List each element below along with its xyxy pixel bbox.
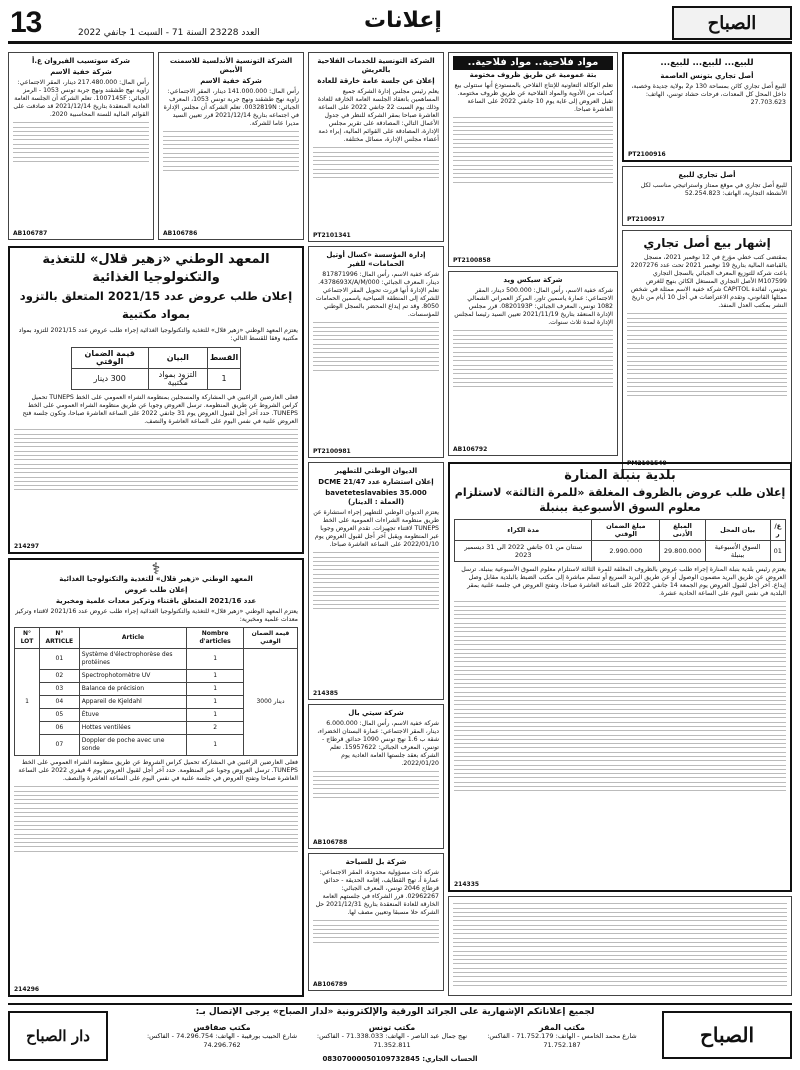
- ball-ref: AB106788: [313, 839, 348, 846]
- equip-th: قيمة الضمان الوقتي: [243, 628, 297, 649]
- company-ref: AB106792: [453, 446, 488, 453]
- cement-ref: AB106786: [163, 230, 198, 237]
- general-assembly-notice: [308, 52, 444, 242]
- text-lines: [14, 429, 298, 490]
- equip-th: Nombre d'articles: [187, 628, 244, 649]
- equip-td: Spectrophotomètre UV: [79, 670, 187, 683]
- assembly-text: يعلم رئيس مجلس إدارة الشركة جميع المساهمين بانعقاد الجلسة العامة الخارقة للعادة وذلك يوم السبت 22 جانفي 2022 على الساعة العاشرة صباحا بمقر الشركة للنظر في جدول الأعمال التالي: المصادقة على تقرير مجلس الإدارة، المصادقة على القوائم المالية، إبراء ذمة أعضاء مجلس الإدارة، مسائل مختلفة.: [317, 88, 439, 143]
- equip-title: المعهد الوطني «زهير قلال» للتغذية والتكنولوجيا الغذائية: [59, 575, 253, 583]
- page-number: 13: [10, 6, 42, 39]
- dar-assabah-logo: دار الصباح: [8, 1011, 108, 1061]
- sale2-ad: [622, 166, 792, 226]
- equip-td: 1: [187, 649, 244, 670]
- agri-banner: مواد فلاحية.. مواد فلاحية..: [453, 56, 613, 70]
- food-td: 300 دينار: [71, 369, 148, 390]
- business-sale-notice: [622, 230, 792, 470]
- sale-title: للبيع... للبيع... للبيع...: [660, 58, 754, 68]
- tender-td: 01: [770, 541, 785, 562]
- sotusib-text: رأس المال: 217.480.000 دينار، المقر الاجتماعي: زاوية نهج طشقند ونهج جربة تونس 1053 - الرمز الجبائي: 1007145F. تعلم الشركة أن الجلسة العامة العادية المنعقدة بتاريخ 2021/12/14 قد صادقت على القوائم المالية للسنة المحاسبية 2020.: [13, 79, 149, 118]
- equip-td: 02: [39, 670, 79, 683]
- bank-account: الحساب الجاري: 08307000050109732845: [322, 1055, 478, 1063]
- tender-th: مبلغ الضمان الوقتي: [592, 520, 660, 541]
- assembly-title: الشركة التونسية للخدمات الفلاحية بالعريش: [317, 57, 435, 74]
- tender-th: بيان المحل: [705, 520, 770, 541]
- cement-title: الشركة التونسية الأندلسية للاسمنت الأبيض: [169, 57, 293, 74]
- food-table: [71, 347, 241, 390]
- column-2: [448, 52, 618, 458]
- office-tunis-title: مكتب تونس: [368, 1023, 416, 1032]
- issue-info: العدد 23228 السنة 71 - السبت 1 جانفي 2022: [78, 28, 260, 38]
- page-footer: [8, 1003, 792, 1065]
- sale2-title: أصل تجاري للبيع: [678, 171, 736, 179]
- tourism-text: شركة ذات مسؤولية محدودة، المقر الاجتماعي: عمارة أ، نهج القطايف، إقامة الحديقة - حدائق قرطاج 2046 تونس، المعرف الجبائي: 02962267. قرر الشركاء في جلستهم العامة الخارقة للعادة المنعقدة بتاريخ 2021/12/31 حل الشركة حلا مسبقا وتعيين مصف لها.: [315, 869, 439, 916]
- column-4-top: [158, 52, 304, 242]
- equip-td: 03: [39, 683, 79, 696]
- hotel-text: شركة خفية الاسم، رأس المال: 817871996 دينار، المعرف الجبائي: 4378693X/A/M/000. تعلم الإدارة أنها قررت تحويل المقر الاجتماعي للشركة إلى المنطقة السياحية ياسمين الحمامات 8050. وقد تم إيداع المحضر بالسجل الوطني للمؤسسات.: [315, 271, 439, 318]
- tourism-notice: [308, 853, 444, 991]
- tender-td: سنتان من 01 جانفي 2022 الى 31 ديسمبر 2023: [455, 541, 592, 562]
- sotusib-notice: [8, 52, 154, 240]
- ball-text: شركة خفية الاسم، رأس المال: 6.000.000 دينار، المقر الاجتماعي: عمارة البستان الخضراء، شقة ب 1.6 نهج تونس 1090 حدائق قرطاج - تونس، المعرف الجبائي: 15957622. تعلم الشركة بعقد جلستها العامة العادية يوم 2022/01/20.: [317, 720, 439, 767]
- office-tunis: [312, 1023, 472, 1050]
- text-lines: [453, 903, 787, 986]
- notice-ref: PM2101540: [627, 460, 667, 467]
- tender-td: 2.990.000: [592, 541, 660, 562]
- equip-ref: 214296: [14, 986, 40, 993]
- food-ref: 214297: [14, 543, 40, 550]
- tender-ref: 214335: [454, 881, 480, 888]
- text-lines: [313, 322, 439, 370]
- equip-td: Système d'électrophorèse des protéines: [79, 649, 187, 670]
- text-lines: [13, 122, 149, 162]
- assembly-ref: PT2101341: [313, 232, 351, 239]
- text-lines: [313, 552, 439, 609]
- dcme-title: الديوان الوطني للتطهير: [334, 467, 418, 475]
- column-3: [308, 52, 444, 997]
- food-subtitle: إعلان طلب عروض عدد 2021/15 المتعلق بالتزود بمواد مكتبية: [19, 289, 293, 321]
- tender-notice: [448, 462, 792, 892]
- tourism-title: شركة بل للسياحة: [345, 858, 407, 866]
- equip-intro: يعتزم المعهد الوطني «زهير قلال» للتغذية والتكنولوجيا الغذائية إجراء طلب عروض عدد 2021/16 لاقتناء وتركيز معدات علمية ومخبرية:: [15, 608, 298, 623]
- tender-text: يعتزم رئيس بلدية بنبلة المنارة إجراء طلب عروض بالظروف المغلقة للمرة الثالثة لاستلزام معلوم السوق الأسبوعية ببنبلة. ترسل العروض عن طريق البريد مضمون الوصول أو عن طريق البريد السريع أو تسلم مباشرة إلى مكتب الضبط بالبلدية مقابل وصل إيداع. آخر أجل لقبول العروض يوم الجمعة 14 جانفي 2022 على الساعة العاشرة صباحا، وتفتح العروض في جلسة علنية بمقر البلدية في نفس اليوم على الساعة الحادية عشرة.: [461, 566, 786, 597]
- office-hq-title: مكتب المقر: [539, 1023, 585, 1032]
- text-lines: [313, 147, 439, 178]
- equip-td: 06: [39, 722, 79, 735]
- newspaper-logo: الصباح: [672, 6, 792, 40]
- sale-ref: PT2100916: [628, 151, 666, 158]
- food-td: التزود بمواد مكتبية: [148, 369, 207, 390]
- column-left-top: [8, 52, 154, 242]
- company-text: شركة خفية الاسم، رأس المال: 500.000 دينار، المقر الاجتماعي: عمارة ياسمين تاور، المركز العمراني الشمالي 1082 تونس، المعرف الجبائي: 0820193P. قرر مجلس الإدارة المنعقد بتاريخ 2021/11/19 تعيين السيد رئيسا لمجلس الإدارة لمدة ثلاث سنوات.: [454, 287, 613, 326]
- sale-ad: [622, 52, 792, 162]
- dcme-text: يعتزم الديوان الوطني للتطهير إجراء استشارة عن طريق منظومة الشراءات العمومية على الخط TUNEPS لاقتناء تجهيزات. تقدم العروض وجوبا عبر المنظومة ويقبل آخر أجل لقبول العروض يوم 2022/01/10 على الساعة العاشرة صباحا.: [313, 509, 439, 548]
- food-title: المعهد الوطني «زهير قلال» للتغذية والتكنولوجيا الغذائية: [42, 252, 270, 285]
- agri-subtitle: بتة عمومية عن طريق ظروف مختومة: [469, 71, 597, 79]
- food-intro: يعتزم المعهد الوطني «زهير قلال» للتغذية والتكنولوجيا الغذائية إجراء طلب عروض عدد 2021/15 للتزود بمواد مكتبية وفقا للقسط التالي:: [18, 327, 298, 342]
- hotel-notice: [308, 246, 444, 458]
- office-sfax-title: مكتب صفاقس: [193, 1023, 251, 1032]
- food-text: فعلى العارضين الراغبين في المشاركة والمسجلين بمنظومة الشراء العمومي على الخط TUNEPS تحميل كراس الشروط عن طريق المنظومة. ترسل العروض وجوبا عن طريق منظومة الشراء العمومي على الخط TUNEPS. حدد آخر أجل لقبول العروض يوم 31 جانفي 2022 على الساعة العاشرة صباحا، وتكون جلسة فتح العروض علنية في نفس اليوم على الساعة العاشرة والنصف.: [22, 394, 298, 425]
- equip-td: 1: [187, 683, 244, 696]
- equip-td: 05: [39, 709, 79, 722]
- tender-continued: [448, 896, 792, 996]
- text-lines: [163, 131, 299, 171]
- equip-subtitle: إعلان طلب عروض: [124, 586, 188, 594]
- tender-td: السوق الأسبوعية ببنبلة: [705, 541, 770, 562]
- equip-td: Étuve: [79, 709, 187, 722]
- office-sfax: [142, 1023, 302, 1050]
- office-sfax-text: شارع الحبيب بورقيبة - الهاتف: 74.296.754 - الفاكس: 74.296.762: [146, 1032, 298, 1049]
- equip-td: 07: [39, 735, 79, 756]
- equip-td: 1: [187, 696, 244, 709]
- agri-ref: PT2100858: [453, 257, 491, 264]
- equip-td: 1: [187, 709, 244, 722]
- tender-table: [454, 519, 786, 562]
- tender-th: مدة الكراء: [455, 520, 592, 541]
- equip-td: 1: [187, 670, 244, 683]
- text-lines: [454, 601, 786, 791]
- hotel-ref: PT2100981: [313, 448, 351, 455]
- table-row: [15, 649, 298, 670]
- cement-notice: [158, 52, 304, 240]
- assembly-subtitle: إعلان عن جلسة عامة خارقة للعادة: [317, 77, 435, 85]
- tender-subtitle: إعلان طلب عروض بالظروف المغلقة «للمرة الثالثة» لاستلزام معلوم السوق الأسبوعية ببنبلة: [454, 486, 786, 514]
- equip-th: N° ARTICLE: [39, 628, 79, 649]
- equip-td: 04: [39, 696, 79, 709]
- text-lines: [453, 330, 613, 387]
- sanitation-consultation: [308, 462, 444, 700]
- agri-ad: [448, 52, 618, 267]
- equip-td: 1: [187, 735, 244, 756]
- office-hq-text: شارع محمد الخامس - الهاتف: 71.752.179 - الفاكس: 71.752.187: [487, 1032, 637, 1049]
- dcme-ref: 214385: [313, 690, 339, 697]
- office-hq: [482, 1023, 642, 1050]
- tender-title: بلدية بنبلة المنارة: [564, 468, 676, 483]
- lab-equipment-tender: [8, 558, 304, 997]
- equip-td: 2: [187, 722, 244, 735]
- text-lines: [453, 117, 613, 182]
- food-th: قيمة الضمان الوقتي: [71, 348, 148, 369]
- equip-td: Doppler de poche avec une sonde: [79, 735, 187, 756]
- text-lines: [627, 313, 787, 396]
- food-td: 1: [207, 369, 240, 390]
- section-title: إعلانات: [364, 8, 442, 33]
- food-th: القسط: [207, 348, 240, 369]
- tender-td: 29.800.000: [660, 541, 705, 562]
- sale2-ref: PT2100917: [627, 216, 665, 223]
- office-tunis-text: نهج جمال عبد الناصر - الهاتف: 71.338.033 - الفاكس: 71.352.811: [316, 1032, 468, 1049]
- sotusib-subtitle: شركة خفية الاسم: [50, 68, 112, 76]
- footer-tagline: لجميع إعلاناتكم الإشهارية على الجرائد الورقية والإلكترونية «لدار الصباح» يرجى الإتصال بـ:: [195, 1007, 595, 1017]
- sotusib-ref: AB106787: [13, 230, 48, 237]
- equip-th: Article: [79, 628, 187, 649]
- equip-guarantee: 3000 دينار: [243, 649, 297, 756]
- equip-text: فعلى العارضين الراغبين في المشاركة تحميل كراس الشروط عن طريق منظومة الشراء العمومي على الخط TUNEPS. ترسل العروض وجوبا عبر المنظومة. حدد آخر أجل لقبول العروض يوم 4 فيفري 2022 على الساعة العاشرة صباحا وتفتح العروض في جلسة علنية في نفس اليوم على الساعة العاشرة والنصف.: [18, 759, 298, 782]
- equip-td: Hottes ventilées: [79, 722, 187, 735]
- dcme-subtitle2: baveteteslavabies 35.000 (العملة : الدينار): [325, 489, 427, 506]
- food-th: البيان: [148, 348, 207, 369]
- cement-text: رأس المال: 141.000.000 دينار، المقر الاجتماعي: زاوية نهج طشقند ونهج جربة تونس 1053، المعرف الجبائي: 0032819N. تعلم الشركة أن مجلس الإدارة في اجتماعه بتاريخ 2021/12/14 قرر تعيين السيد مديرا عاما للشركة.: [163, 88, 299, 127]
- equip-td: 01: [39, 649, 79, 670]
- tender-th: ع/ر: [770, 520, 785, 541]
- sotusib-title: شركة سوتسيب الفيروان ع.أ: [32, 57, 130, 65]
- tourism-ref: AB106789: [313, 981, 348, 988]
- notice-title: إشهار بيع أصل تجاري: [643, 236, 771, 250]
- hotel-title: إدارة المؤسسة «كسال أوتيل الحمامات» للفير: [326, 251, 426, 268]
- text-lines: [313, 920, 439, 942]
- company-notice: [448, 271, 618, 456]
- ball-title: شركة سيتي بال: [348, 709, 404, 717]
- tender-th: المبلغ الأدنى: [660, 520, 705, 541]
- equip-th: N° LOT: [15, 628, 40, 649]
- sale-subtitle: أصل تجاري بتونس العاصمة: [660, 72, 754, 80]
- text-lines: [313, 771, 439, 798]
- sale2-text: للبيع أصل تجاري في موقع ممتاز واستراتيجي مناسب لكل الأنشطة التجارية، الهاتف: 52.254.823: [640, 182, 787, 197]
- equip-table: [14, 627, 298, 756]
- dcme-subtitle: إعلان استشارة عدد 21/47 DCME: [318, 478, 434, 486]
- equip-td: Balance de précision: [79, 683, 187, 696]
- page-header: [8, 6, 792, 44]
- equip-subtitle2: عدد 2021/16 المتعلق باقتناء وتركيز معدات علمية ومخبرية: [55, 597, 257, 605]
- office-supplies-tender: [8, 246, 304, 554]
- city-ball-notice: [308, 704, 444, 849]
- company-title: شركة سيكس ويد: [503, 276, 563, 284]
- notice-text: بمقتضى كتب خطي مؤرخ في 12 نوفمبر 2021، مسجل بالقباضة المالية بتاريخ 19 نوفمبر 2021 تحت عدد 2207276 باعت شركة للتوزيع المعرف الجبائي بالسجل التجاري M107599 الأصل التجاري المستغل الكائن بنهج للغرض بتونس، لفائدة CAPITOL شركة خفية الاسم ممثلة في شخص ممثلها القانوني، وتقدم الاعتراضات في أجل 10 أيام من تاريخ النشر بمكتب العدل المنفذ.: [630, 254, 787, 309]
- text-lines: [14, 786, 298, 851]
- footer-logo: الصباح: [662, 1011, 792, 1059]
- equip-lot: 1: [15, 649, 40, 756]
- agri-text: تعلم الوكالة التعاونية للإنتاج الفلاحي بالمستودع أنها ستتولى بيع كميات من الأدوية والمواد الفلاحية عن طريق ظروف مختومة. تقبل العروض إلى غاية يوم 10 جانفي 2022 على الساعة العاشرة صباحا.: [454, 82, 613, 113]
- equip-td: Appareil de Kjeldahl: [79, 696, 187, 709]
- sale-text: للبيع أصل تجاري كائن بمساحة 130 م2 بولاية جديدة وخصبة، داخل المحل كل المعدات، فرحات حشاد تونس، الهاتف: 27.703.623: [631, 83, 786, 106]
- institute-emblem-icon: ⚕: [151, 559, 161, 578]
- cement-subtitle: شركة خفية الاسم: [200, 77, 262, 85]
